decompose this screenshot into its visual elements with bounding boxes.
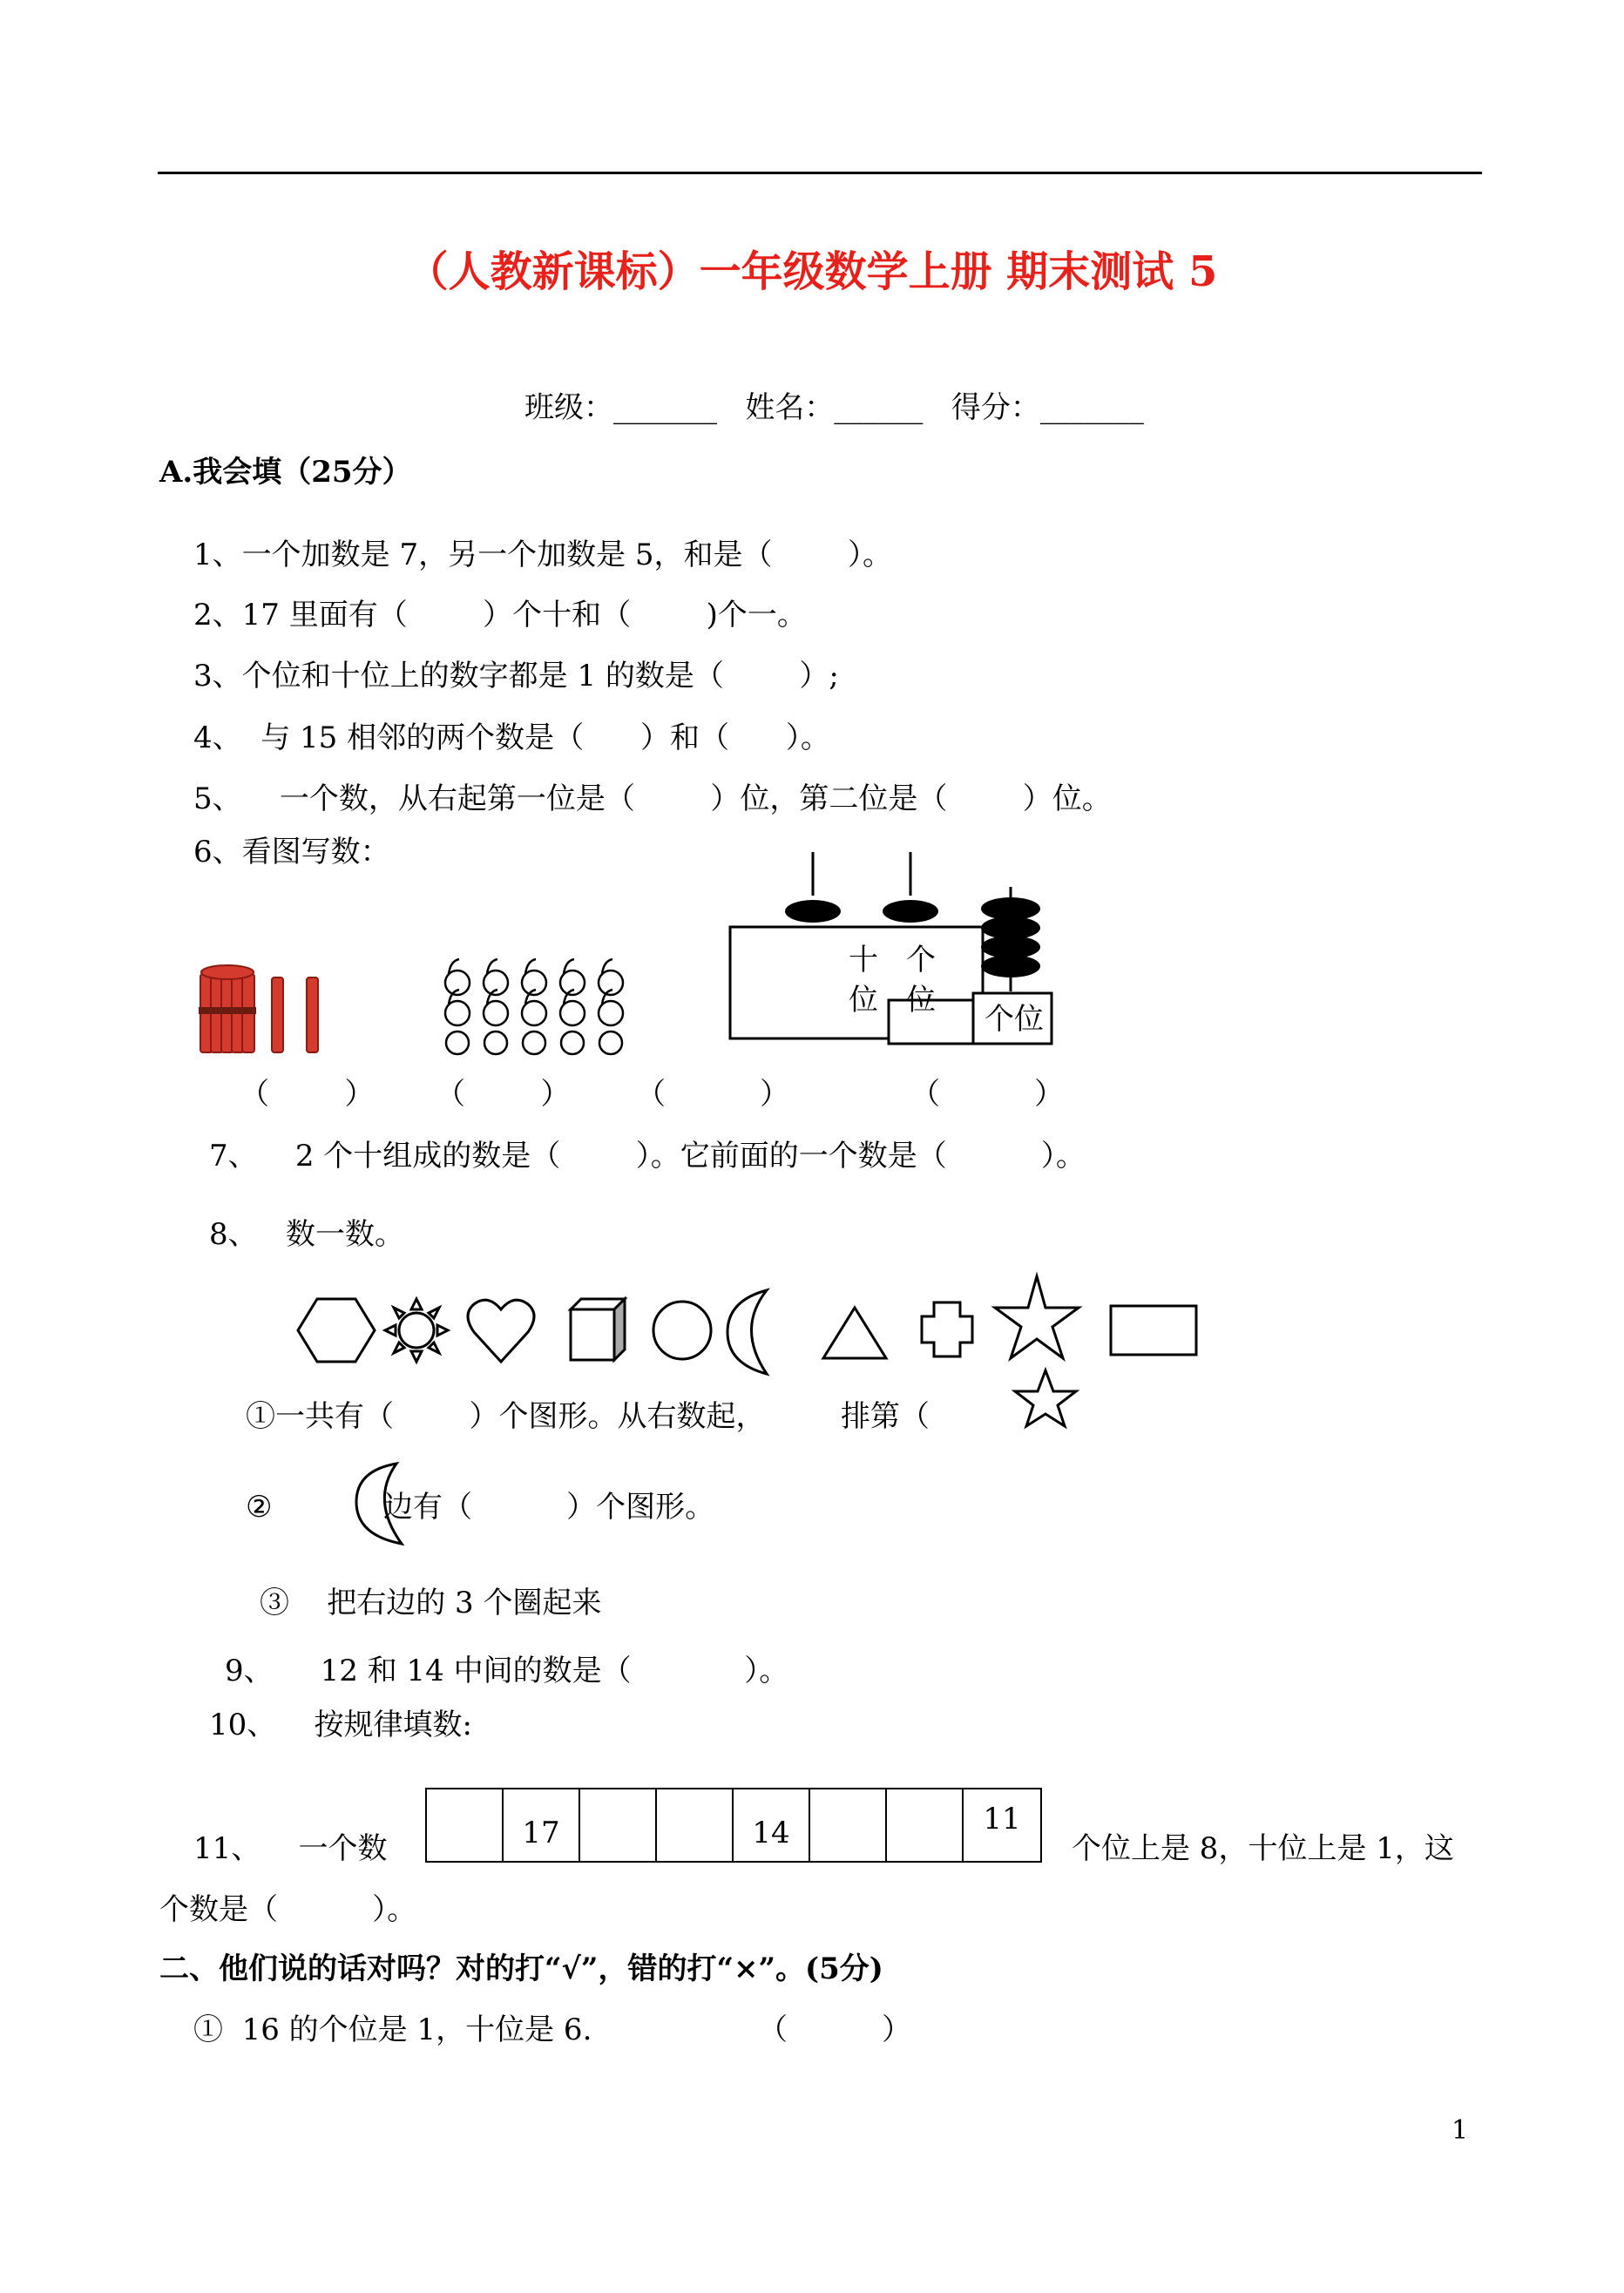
q6-blank-3: （ ） [636,1077,790,1112]
section-b-heading: 二、他们说的话对吗？对的打“√”，错的打“×”。(5分) [159,1951,883,1986]
question-8-part-2-number: ② [246,1490,273,1525]
question-7: 7、 2 个十组成的数是（ ）。它前面的一个数是（ ）。 [209,1139,1086,1174]
q6-blank-2: （ ） [436,1077,571,1112]
page-title: （人教新课标）一年级数学上册 期末测试 5 [406,247,1218,296]
cube-icon [571,1299,625,1360]
question-8-part-3: ③ 把右边的 3 个圈起来 [260,1586,602,1620]
section-a-heading: A.我会填（25分） [159,455,412,490]
section-b-question-1-blank: （ ） [758,2012,912,2047]
sequence-cell [657,1789,734,1861]
rectangle-icon [1111,1306,1196,1355]
student-info-line: 班级：_______ 姓名：______ 得分：_______ [524,390,1144,425]
stick-bundle-icon [192,958,340,1063]
sequence-cell [580,1789,657,1861]
question-2: 2、17 里面有（ ）个十和（ )个一。 [193,598,807,632]
page-number: 1 [1451,2115,1469,2146]
question-5: 5、 一个数，从右起第一位是（ ）位，第二位是（ ）位。 [193,781,1112,816]
question-9: 9、 12 和 14 中间的数是（ ）。 [225,1654,789,1688]
sequence-cell: 14 [734,1789,810,1861]
sequence-cell: 17 [504,1789,580,1861]
triangle-icon [823,1308,886,1358]
abacus-pos-label-1: 位 [849,983,878,1018]
abacus-ones-label: 个 [906,943,936,977]
abacus-tens-label: 十 [849,943,878,977]
circle-icon [653,1302,711,1359]
q6-blank-4: （ ） [910,1077,1065,1112]
star-icon [995,1276,1079,1358]
q6-blank-1: （ ） [240,1077,375,1112]
question-6: 6、看图写数： [193,835,390,869]
heart-icon [468,1300,534,1362]
question-8: 8、 数一数。 [209,1217,405,1252]
question-11-continued: 个数是（ ）。 [159,1892,417,1927]
sequence-cell [810,1789,887,1861]
sequence-cell: 11 [983,1802,1021,1836]
question-10: 10、 按规律填数: [209,1708,472,1742]
sun-icon [385,1299,448,1362]
abacus-pos-label-2: 位 [906,983,936,1018]
question-3: 3、个位和十位上的数字都是 1 的数是（ ）; [193,659,839,693]
cross-icon [922,1302,972,1356]
sequence-cell [887,1789,964,1861]
question-8-part-1: ①一共有（ ）个图形。从右数起， 排第（ [246,1399,930,1434]
sequence-table [425,1788,1042,1863]
question-4: 4、 与 15 相邻的两个数是（ ）和（ ）。 [193,720,830,755]
star-small-icon [1015,1370,1076,1426]
sequence-cell [427,1789,504,1861]
rings-picture-icon [440,954,649,1054]
moon-icon [727,1290,767,1374]
question-11-right: 个位上是 8，十位上是 1，这 [1072,1831,1454,1866]
question-1: 1、一个加数是 7，另一个加数是 5，和是（ ）。 [193,538,892,572]
hexagon-icon [298,1299,375,1362]
question-8-part-2: 边有（ ）个图形。 [383,1490,715,1525]
abacus-side-label: 个位 [985,1002,1044,1037]
header-rule [158,172,1482,174]
section-b-question-1: ① 16 的个位是 1，十位是 6. [193,2012,592,2047]
question-11: 11、 一个数 [193,1831,388,1866]
